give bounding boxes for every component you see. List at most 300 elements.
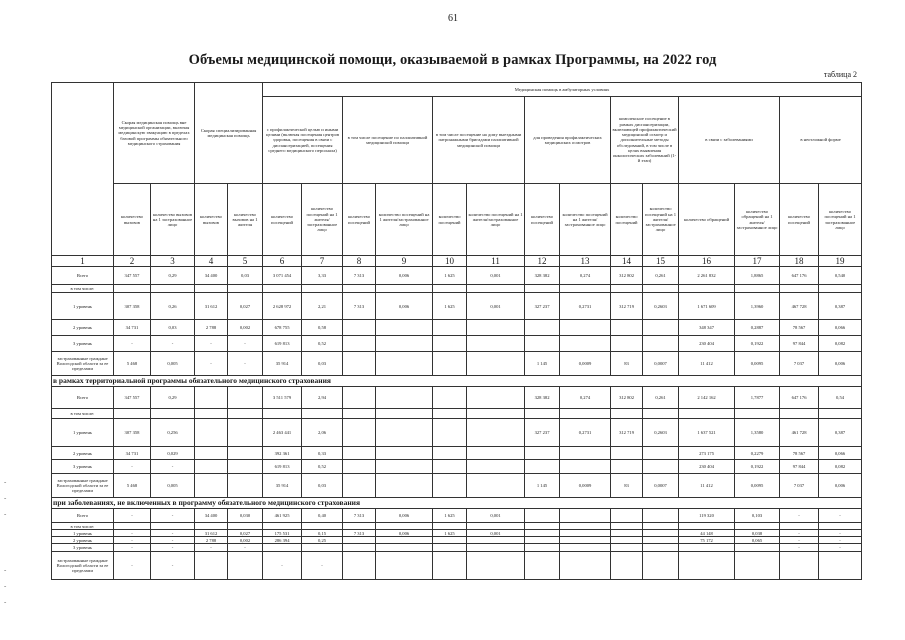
table-cell bbox=[376, 285, 433, 293]
table-cell bbox=[467, 387, 525, 409]
subheader-cell: количество обращений bbox=[679, 184, 735, 256]
table-cell: - bbox=[114, 552, 151, 580]
table-cell: 0,1922 bbox=[735, 336, 780, 352]
row-label: 1 уровень bbox=[52, 530, 114, 537]
table-cell bbox=[611, 509, 643, 523]
table-cell: 7 037 bbox=[780, 474, 819, 498]
table-cell bbox=[679, 552, 735, 580]
header-complex-visit: комплексное посещение в рамках диспансеризации, включающей профилактический медицинский осмотр и дополнительные методы обследований, в том числе в целях выявления онкологических заболеваний (1-й этап) bbox=[611, 97, 679, 184]
header-specialized-ambulance: Скорая специализированная медицинская помощь bbox=[195, 83, 263, 184]
table-cell: 0,066 bbox=[819, 320, 862, 336]
table-cell bbox=[376, 419, 433, 447]
table-cell bbox=[819, 523, 862, 530]
table-cell bbox=[195, 460, 228, 474]
table-cell bbox=[525, 285, 560, 293]
table-row bbox=[52, 530, 862, 537]
table-cell: 0,006 bbox=[819, 474, 862, 498]
table-cell: 1,7877 bbox=[735, 387, 780, 409]
table-cell bbox=[195, 552, 228, 580]
row-label: 2 уровень bbox=[52, 320, 114, 336]
table-cell bbox=[343, 544, 376, 552]
table-cell bbox=[376, 352, 433, 376]
table-cell: - bbox=[228, 336, 263, 352]
table-cell bbox=[343, 336, 376, 352]
subheader-cell: количество посещений bbox=[343, 184, 376, 256]
table-cell bbox=[467, 320, 525, 336]
table-cell bbox=[433, 523, 467, 530]
subheader-cell: количество обращений на 1 жителя/застрахованное лицо bbox=[735, 184, 780, 256]
table-cell bbox=[433, 419, 467, 447]
table-cell bbox=[302, 285, 343, 293]
table-cell bbox=[467, 474, 525, 498]
table-cell bbox=[433, 447, 467, 460]
table-cell: 0,26 bbox=[151, 293, 195, 320]
table-cell: 2 788 bbox=[195, 320, 228, 336]
table-cell: 286 394 bbox=[263, 537, 302, 544]
column-number: 12 bbox=[525, 256, 560, 267]
subheader-cell: количество посещений на 1 жителя/застрахованное лицо bbox=[560, 184, 611, 256]
table-cell: 0,52 bbox=[302, 336, 343, 352]
table-cell bbox=[611, 530, 643, 537]
table-cell bbox=[643, 409, 679, 419]
table-row bbox=[52, 447, 862, 460]
column-number: 19 bbox=[819, 256, 862, 267]
table-cell bbox=[228, 523, 263, 530]
table-cell: 0,2603 bbox=[643, 293, 679, 320]
table-row bbox=[52, 460, 862, 474]
table-row bbox=[52, 474, 862, 498]
column-number: 3 bbox=[151, 256, 195, 267]
table-cell bbox=[560, 447, 611, 460]
table-cell: 34 731 bbox=[114, 320, 151, 336]
table-cell: 0,006 bbox=[376, 530, 433, 537]
table-cell bbox=[643, 552, 679, 580]
table-cell: - bbox=[151, 530, 195, 537]
table-cell bbox=[376, 447, 433, 460]
column-number: 2 bbox=[114, 256, 151, 267]
table-cell: 392 361 bbox=[263, 447, 302, 460]
table-cell bbox=[467, 447, 525, 460]
table-cell bbox=[263, 409, 302, 419]
table-cell: 307 358 bbox=[114, 293, 151, 320]
table-row bbox=[52, 544, 862, 552]
table-cell bbox=[611, 409, 643, 419]
subheader-cell: количество посещений bbox=[611, 184, 643, 256]
table-cell bbox=[376, 387, 433, 409]
table-cell bbox=[433, 387, 467, 409]
table-cell bbox=[560, 530, 611, 537]
table-cell bbox=[611, 537, 643, 544]
table-cell bbox=[560, 336, 611, 352]
table-cell: - bbox=[780, 509, 819, 523]
table-cell: 230 404 bbox=[679, 336, 735, 352]
table-cell bbox=[643, 336, 679, 352]
table-cell: 0,027 bbox=[228, 530, 263, 537]
table-cell bbox=[467, 552, 525, 580]
subheader-cell: количество вызовов на 1 застрахованное лицо bbox=[151, 184, 195, 256]
table-cell bbox=[467, 523, 525, 530]
table-cell bbox=[467, 285, 525, 293]
table-cell bbox=[679, 409, 735, 419]
table-cell: 307 358 bbox=[114, 419, 151, 447]
table-cell: 0,038 bbox=[735, 530, 780, 537]
table-cell: 0,001 bbox=[467, 293, 525, 320]
table-cell bbox=[228, 474, 263, 498]
table-cell: 1 145 bbox=[525, 474, 560, 498]
table-cell: 34 731 bbox=[114, 447, 151, 460]
table-cell bbox=[643, 320, 679, 336]
table-cell: 0,001 bbox=[467, 267, 525, 285]
table-cell: 619 813 bbox=[263, 336, 302, 352]
table-cell: 3 071 454 bbox=[263, 267, 302, 285]
table-cell: 34 400 bbox=[195, 267, 228, 285]
table-cell: 0,25 bbox=[302, 537, 343, 544]
table-cell: 0,2887 bbox=[735, 320, 780, 336]
subheader-cell: количество посещений на 1 жителя/застрахованное лицо bbox=[376, 184, 433, 256]
subheader-cell: количество посещений на 1 жителя/застрахованное лицо bbox=[302, 184, 343, 256]
table-cell: 0,387 bbox=[819, 419, 862, 447]
table-cell: 83 bbox=[611, 474, 643, 498]
table-cell bbox=[228, 460, 263, 474]
table-cell bbox=[611, 552, 643, 580]
table-cell: 175 531 bbox=[263, 530, 302, 537]
table-cell bbox=[228, 552, 263, 580]
table-cell bbox=[780, 552, 819, 580]
table-cell: 0,33 bbox=[302, 447, 343, 460]
subheader-cell: количество посещений на 1 застрахованное лицо bbox=[819, 184, 862, 256]
row-label: Всего bbox=[52, 267, 114, 285]
column-number: 4 bbox=[195, 256, 228, 267]
table-cell bbox=[376, 544, 433, 552]
subheader-cell: количество посещений bbox=[780, 184, 819, 256]
table-cell: 97 844 bbox=[780, 460, 819, 474]
section-title: в рамках территориальной программы обязательного медицинского страхования bbox=[52, 376, 862, 387]
table-cell bbox=[819, 552, 862, 580]
table-cell bbox=[433, 552, 467, 580]
table-cell: 0,027 bbox=[228, 293, 263, 320]
table-cell bbox=[195, 474, 228, 498]
table-cell: 328 382 bbox=[525, 387, 560, 409]
table-tag: таблица 2 bbox=[823, 70, 857, 79]
table-cell: - bbox=[263, 552, 302, 580]
table-cell bbox=[228, 387, 263, 409]
table-cell: 230 404 bbox=[679, 460, 735, 474]
table-cell: 1 625 bbox=[433, 530, 467, 537]
table-cell bbox=[114, 523, 151, 530]
subheader-cell: количество посещений на 1 жителя/застрахованное лицо bbox=[467, 184, 525, 256]
column-number: 8 bbox=[343, 256, 376, 267]
table-cell: 678 755 bbox=[263, 320, 302, 336]
table-cell: - bbox=[195, 336, 228, 352]
column-number: 9 bbox=[376, 256, 433, 267]
table-cell: 0,002 bbox=[228, 320, 263, 336]
table-cell: 2 142 162 bbox=[679, 387, 735, 409]
row-label: 3 уровень bbox=[52, 336, 114, 352]
table-cell: 0,03 bbox=[302, 352, 343, 376]
row-label: 3 уровень bbox=[52, 460, 114, 474]
table-cell bbox=[114, 409, 151, 419]
table-cell bbox=[780, 409, 819, 419]
column-number: 15 bbox=[643, 256, 679, 267]
table-cell: 347 557 bbox=[114, 267, 151, 285]
table-cell bbox=[643, 509, 679, 523]
table-cell: 328 382 bbox=[525, 267, 560, 285]
row-label: застрахованные граждане Вологодской области за ее пределами bbox=[52, 352, 114, 376]
table-cell bbox=[819, 285, 862, 293]
table-cell bbox=[376, 320, 433, 336]
table-cell: 119 320 bbox=[679, 509, 735, 523]
table-cell bbox=[195, 447, 228, 460]
table-cell bbox=[376, 336, 433, 352]
table-cell: 1,8865 bbox=[735, 267, 780, 285]
table-cell: - bbox=[195, 352, 228, 376]
table-cell: 0,0007 bbox=[643, 352, 679, 376]
table-cell bbox=[263, 544, 302, 552]
table-cell: 3,33 bbox=[302, 267, 343, 285]
column-number: 16 bbox=[679, 256, 735, 267]
header-disease: в связи с заболеваниями bbox=[679, 97, 780, 184]
row-label: застрахованные граждане Вологодской области за ее пределами bbox=[52, 474, 114, 498]
table-cell: 2 463 441 bbox=[263, 419, 302, 447]
table-cell bbox=[433, 474, 467, 498]
table-cell: 0,2603 bbox=[643, 419, 679, 447]
table-cell bbox=[467, 336, 525, 352]
subheader-cell: количество вызовов bbox=[114, 184, 151, 256]
table-cell: 647 176 bbox=[780, 387, 819, 409]
header-ambulance: Скорая медицинская помощь вне медицинской организации, включая медицинскую эвакуацию в пределах базовой программы обязательного медицинского страхования bbox=[114, 83, 195, 184]
table-cell: 97 844 bbox=[780, 336, 819, 352]
page-title: Объемы медицинской помощи, оказываемой в рамках Программы, на 2022 год bbox=[188, 52, 717, 68]
table-cell: 0,1922 bbox=[735, 460, 780, 474]
table-cell: 0,261 bbox=[643, 267, 679, 285]
table-cell: - bbox=[114, 509, 151, 523]
table-cell: 1 625 bbox=[433, 267, 467, 285]
table-cell: 0,54 bbox=[819, 387, 862, 409]
table-cell: 0,274 bbox=[560, 387, 611, 409]
table-row bbox=[52, 336, 862, 352]
table-cell bbox=[525, 320, 560, 336]
table-cell: - bbox=[780, 530, 819, 537]
table-cell: 0,387 bbox=[819, 293, 862, 320]
table-cell: 0,03 bbox=[228, 267, 263, 285]
table-cell: 0,001 bbox=[467, 509, 525, 523]
row-label: 2 уровень bbox=[52, 447, 114, 460]
table-cell bbox=[735, 523, 780, 530]
table-cell: 3 511 579 bbox=[263, 387, 302, 409]
table-cell bbox=[151, 285, 195, 293]
table-cell: - bbox=[151, 537, 195, 544]
table-cell bbox=[343, 537, 376, 544]
table-cell bbox=[525, 530, 560, 537]
header-outpatient: Медицинская помощь в амбулаторных условиях bbox=[263, 83, 862, 97]
table-cell: 0,029 bbox=[151, 447, 195, 460]
table-cell: 5 468 bbox=[114, 474, 151, 498]
table-cell: - bbox=[151, 509, 195, 523]
table-cell: - bbox=[114, 336, 151, 352]
table-cell: 0,005 bbox=[151, 474, 195, 498]
table-cell bbox=[467, 419, 525, 447]
table-cell bbox=[560, 544, 611, 552]
table-cell: 312 719 bbox=[611, 293, 643, 320]
table-cell bbox=[376, 552, 433, 580]
table-cell bbox=[433, 352, 467, 376]
table-cell: - bbox=[114, 530, 151, 537]
table-cell bbox=[735, 409, 780, 419]
table-cell bbox=[263, 523, 302, 530]
column-number: 18 bbox=[780, 256, 819, 267]
table-cell: 83 bbox=[611, 352, 643, 376]
table-cell bbox=[525, 523, 560, 530]
table-cell: 0,29 bbox=[151, 387, 195, 409]
table-cell: 0,082 bbox=[819, 460, 862, 474]
section-row bbox=[52, 376, 862, 387]
table-cell bbox=[643, 544, 679, 552]
header-preventive: с профилактической целью и иными целями (включая посещения центров здоровья, посещения в связи с диспансеризацией, посещения среднего медицинского персонала) bbox=[263, 97, 343, 184]
table-cell bbox=[643, 460, 679, 474]
table-cell: 2 788 bbox=[195, 537, 228, 544]
column-number: 1 bbox=[52, 256, 114, 267]
table-cell: 647 176 bbox=[780, 267, 819, 285]
column-number: 14 bbox=[611, 256, 643, 267]
table-cell bbox=[643, 285, 679, 293]
table-cell: 461 728 bbox=[780, 419, 819, 447]
table-cell: - bbox=[819, 544, 862, 552]
table-cell bbox=[560, 460, 611, 474]
header-urgent: в неотложной форме bbox=[780, 97, 862, 184]
table-cell: 467 728 bbox=[780, 293, 819, 320]
table-cell: - bbox=[151, 552, 195, 580]
table-row bbox=[52, 352, 862, 376]
table-cell: 75 172 bbox=[679, 537, 735, 544]
table-cell bbox=[343, 387, 376, 409]
table-cell bbox=[433, 320, 467, 336]
row-label: в том числе: bbox=[52, 285, 114, 293]
table-cell bbox=[343, 320, 376, 336]
table-cell: 347 557 bbox=[114, 387, 151, 409]
table-cell: 1 625 bbox=[433, 293, 467, 320]
table-row bbox=[52, 537, 862, 544]
table-cell bbox=[343, 409, 376, 419]
table-cell: 2 628 972 bbox=[263, 293, 302, 320]
table-cell: 327 237 bbox=[525, 419, 560, 447]
column-number: 17 bbox=[735, 256, 780, 267]
table-cell bbox=[376, 537, 433, 544]
table-cell bbox=[525, 409, 560, 419]
table-cell bbox=[525, 460, 560, 474]
table-cell bbox=[195, 409, 228, 419]
table-cell bbox=[151, 523, 195, 530]
table-cell: 0,030 bbox=[228, 509, 263, 523]
table-cell: 0,52 bbox=[302, 460, 343, 474]
table-cell: - bbox=[114, 460, 151, 474]
table-cell bbox=[433, 544, 467, 552]
column-number: 5 bbox=[228, 256, 263, 267]
table-cell: 31 612 bbox=[195, 530, 228, 537]
table-cell bbox=[343, 460, 376, 474]
table-cell bbox=[433, 460, 467, 474]
table-cell: 1 145 bbox=[525, 352, 560, 376]
subheader-cell: количество посещений bbox=[433, 184, 467, 256]
table-cell bbox=[228, 285, 263, 293]
table-cell bbox=[433, 537, 467, 544]
table-cell bbox=[611, 460, 643, 474]
column-number: 10 bbox=[433, 256, 467, 267]
table-cell bbox=[679, 285, 735, 293]
table-cell bbox=[679, 523, 735, 530]
table-cell bbox=[735, 552, 780, 580]
table-cell: 1 637 521 bbox=[679, 419, 735, 447]
table-cell: 1,3960 bbox=[735, 293, 780, 320]
table-cell bbox=[611, 544, 643, 552]
table-cell: - bbox=[228, 352, 263, 376]
table-cell: 78 567 bbox=[780, 447, 819, 460]
volumes-table bbox=[51, 82, 862, 580]
column-number: 13 bbox=[560, 256, 611, 267]
table-cell bbox=[611, 285, 643, 293]
section-title: при заболеваниях, не включенных в программу обязательного медицинского страхования bbox=[52, 498, 862, 509]
table-cell: 0,256 bbox=[151, 419, 195, 447]
table-cell: 0,2731 bbox=[560, 293, 611, 320]
table-cell: 0,082 bbox=[819, 336, 862, 352]
table-cell bbox=[560, 285, 611, 293]
table-cell bbox=[263, 285, 302, 293]
header-screening: для проведения профилактических медицинских осмотров bbox=[525, 97, 611, 184]
table-row bbox=[52, 409, 862, 419]
table-cell: 35 914 bbox=[263, 352, 302, 376]
table-cell: - bbox=[228, 544, 263, 552]
table-cell bbox=[433, 336, 467, 352]
table-cell: - bbox=[114, 537, 151, 544]
table-cell: 0,261 bbox=[643, 387, 679, 409]
row-label: 1 уровень bbox=[52, 293, 114, 320]
table-cell bbox=[343, 419, 376, 447]
table-cell bbox=[560, 552, 611, 580]
table-cell bbox=[560, 537, 611, 544]
table-cell bbox=[151, 409, 195, 419]
table-cell: 0,103 bbox=[735, 509, 780, 523]
table-cell bbox=[376, 474, 433, 498]
table-cell bbox=[376, 409, 433, 419]
table-cell bbox=[780, 523, 819, 530]
table-cell bbox=[525, 537, 560, 544]
table-cell: - bbox=[302, 552, 343, 580]
table-cell bbox=[433, 285, 467, 293]
table-cell: 0,0009 bbox=[560, 352, 611, 376]
table-cell: 0,15 bbox=[302, 530, 343, 537]
table-cell: 0,006 bbox=[819, 352, 862, 376]
table-cell: 273 175 bbox=[679, 447, 735, 460]
table-cell: 0,274 bbox=[560, 267, 611, 285]
table-cell: 312 802 bbox=[611, 387, 643, 409]
table-cell: 0,540 bbox=[819, 267, 862, 285]
row-label: в том числе: bbox=[52, 523, 114, 530]
table-cell: 7 313 bbox=[343, 267, 376, 285]
table-cell bbox=[735, 544, 780, 552]
table-cell bbox=[343, 474, 376, 498]
table-cell: 0,40 bbox=[302, 509, 343, 523]
column-number: 6 bbox=[263, 256, 302, 267]
table-cell: - bbox=[151, 460, 195, 474]
table-cell: - bbox=[195, 544, 228, 552]
table-cell: 7 313 bbox=[343, 530, 376, 537]
table-cell: 348 347 bbox=[679, 320, 735, 336]
table-cell bbox=[780, 285, 819, 293]
table-cell: 31 612 bbox=[195, 293, 228, 320]
table-cell: 34 400 bbox=[195, 509, 228, 523]
table-cell: - bbox=[780, 544, 819, 552]
row-label: Всего bbox=[52, 387, 114, 409]
table-cell: 1 625 bbox=[433, 509, 467, 523]
